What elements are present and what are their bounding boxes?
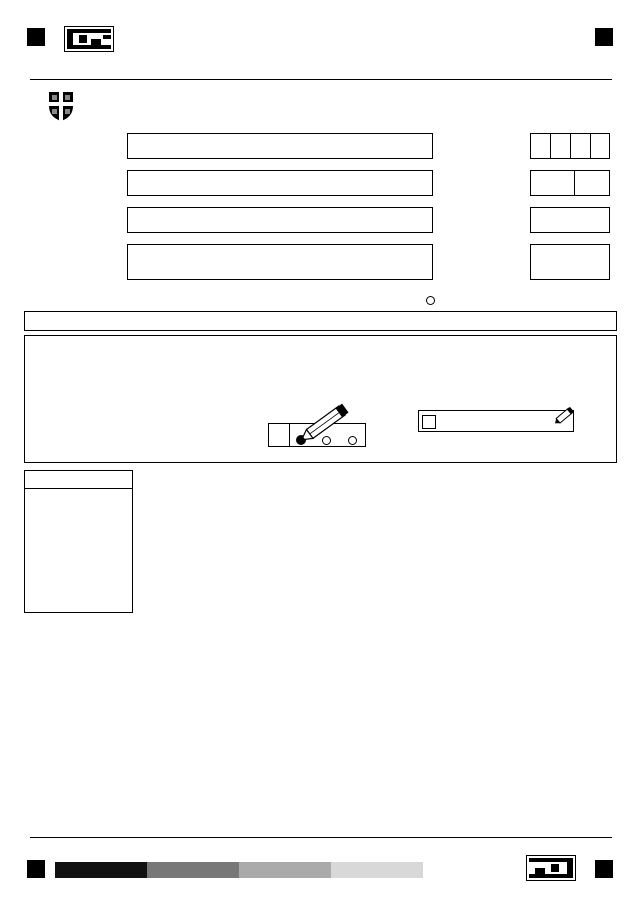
examination-details-field[interactable]	[530, 207, 610, 233]
candidate-signature-field[interactable]	[127, 244, 433, 280]
assessment-date-field[interactable]	[530, 244, 610, 280]
header-rule	[30, 79, 612, 80]
pencil-icon	[296, 400, 358, 449]
timing-mark-top-left	[27, 28, 45, 46]
timing-mark-bottom-right	[595, 860, 613, 878]
small-pencil-icon	[552, 402, 578, 433]
examination-title-field[interactable]	[127, 207, 433, 233]
timing-mark-top-right	[595, 28, 613, 46]
barcode-bottom	[526, 855, 576, 881]
title-bar	[24, 311, 617, 331]
centre-name-field[interactable]	[127, 170, 433, 196]
centre-number-field[interactable]	[530, 170, 610, 196]
candidate-name-field[interactable]	[127, 133, 433, 159]
candidate-number-field[interactable]	[530, 133, 610, 159]
grey-scale-strip	[55, 862, 515, 878]
part2-example-box	[418, 410, 574, 432]
barcode-top	[64, 26, 114, 52]
timing-mark-bottom-left	[27, 860, 45, 878]
absent-shade-bubble[interactable]	[426, 296, 435, 305]
part1-frame	[24, 470, 133, 613]
cambridge-logo	[47, 90, 75, 122]
footer-rule	[30, 837, 612, 838]
